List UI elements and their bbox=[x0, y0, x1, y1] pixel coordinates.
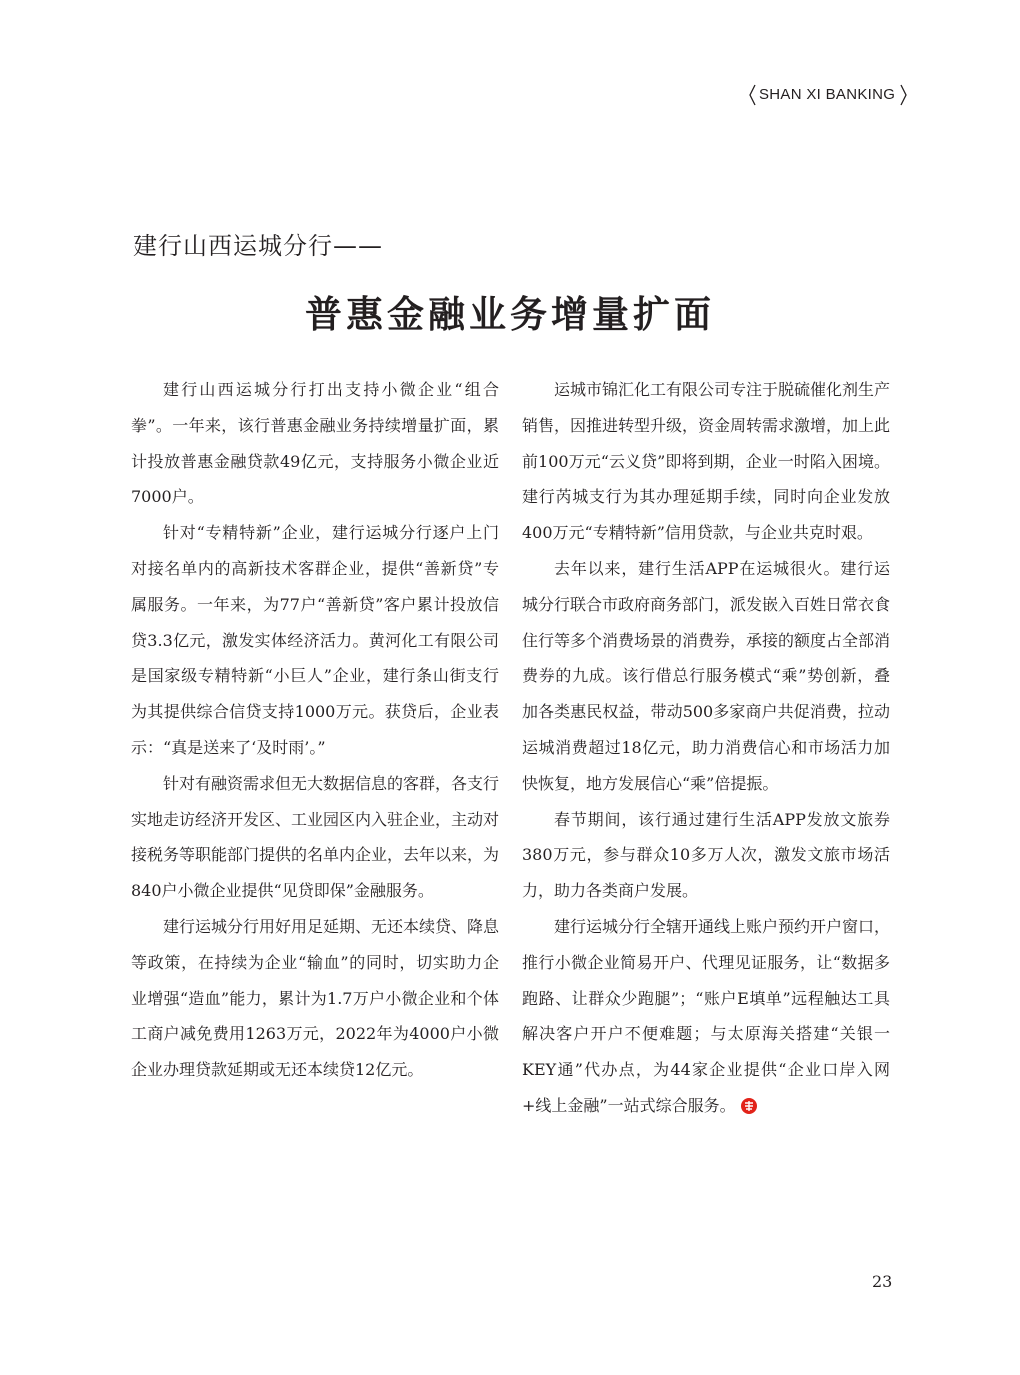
right-column bbox=[522, 372, 890, 1124]
paragraph: 春节期间，该行通过建行生活APP发放文旅券380万元，参与群众10多万人次，激发文旅市场活力，助力各类商户发展。 bbox=[522, 809, 890, 901]
left-bracket-icon bbox=[748, 84, 756, 106]
article-end-mark-icon bbox=[740, 1097, 758, 1115]
page-number: 23 bbox=[872, 1272, 893, 1291]
paragraph-text: 建行运城分行全辖开通线上账户预约开户窗口，推行小微企业简易开户、代理见证服务，让“数据多跑路、让群众少跑腿”；“账户E填单”远程触达工具解决客户开户不便难题；与太原海关搭建“关银一KEY通”代办点，为44家企业提供“企业口岸入网+线上金融”一站式综合服务。 bbox=[522, 916, 891, 1115]
section-header-tag bbox=[750, 84, 904, 106]
section-header-text: SHAN XI BANKING bbox=[759, 86, 896, 103]
paragraph: 建行运城分行用好用足延期、无还本续贷、降息等政策，在持续为企业“输血”的同时，切实助力企业增强“造血”能力，累计为1.7万户小微企业和个体工商户减免费用1263万元，2022年为4000户小微企业办理贷款延期或无还本续贷12亿元。 bbox=[131, 916, 500, 1080]
article-subtitle: 建行山西运城分行—— bbox=[133, 232, 383, 260]
article-title: 普惠金融业务增量扩面 bbox=[305, 292, 715, 336]
paragraph: 针对有融资需求但无大数据信息的客群，各支行实地走访经济开发区、工业园区内入驻企业，主动对接税务等职能部门提供的名单内企业，去年以来，为840户小微企业提供“见贷即保”金融服务。 bbox=[131, 773, 500, 901]
paragraph: 运城市锦汇化工有限公司专注于脱硫催化剂生产销售，因推进转型升级，资金周转需求激增，加上此前100万元“云义贷”即将到期，企业一时陷入困境。建行芮城支行为其办理延期手续，同时向企业发放400万元“专精特新”信用贷款，与企业共克时艰。 bbox=[522, 380, 891, 543]
left-column bbox=[131, 372, 499, 1088]
right-bracket-icon bbox=[900, 84, 908, 106]
paragraph-last bbox=[522, 909, 890, 1124]
paragraph: 去年以来，建行生活APP在运城很火。建行运城分行联合市政府商务部门，派发嵌入百姓日常衣食住行等多个消费场景的消费券，承接的额度占全部消费券的九成。该行借总行服务模式“乘”势创新，叠加各类惠民权益，带动500多家商户共促消费，拉动运城消费超过18亿元，助力消费信心和市场活力加快恢复，地方发展信心“乘”倍提振。 bbox=[522, 558, 891, 793]
paragraph: 针对“专精特新”企业，建行运城分行逐户上门对接名单内的高新技术客群企业，提供“善新贷”专属服务。一年来，为77户“善新贷”客户累计投放信贷3.3亿元，激发实体经济活力。黄河化工有限公司是国家级专精特新“小巨人”企业，建行条山街支行为其提供综合信贷支持1000万元。获贷后，企业表示：“真是送来了‘及时雨’。” bbox=[131, 523, 499, 757]
paragraph: 建行山西运城分行打出支持小微企业“组合拳”。一年来，该行普惠金融业务持续增量扩面，累计投放普惠金融贷款49亿元，支持服务小微企业近7000户。 bbox=[131, 380, 499, 507]
